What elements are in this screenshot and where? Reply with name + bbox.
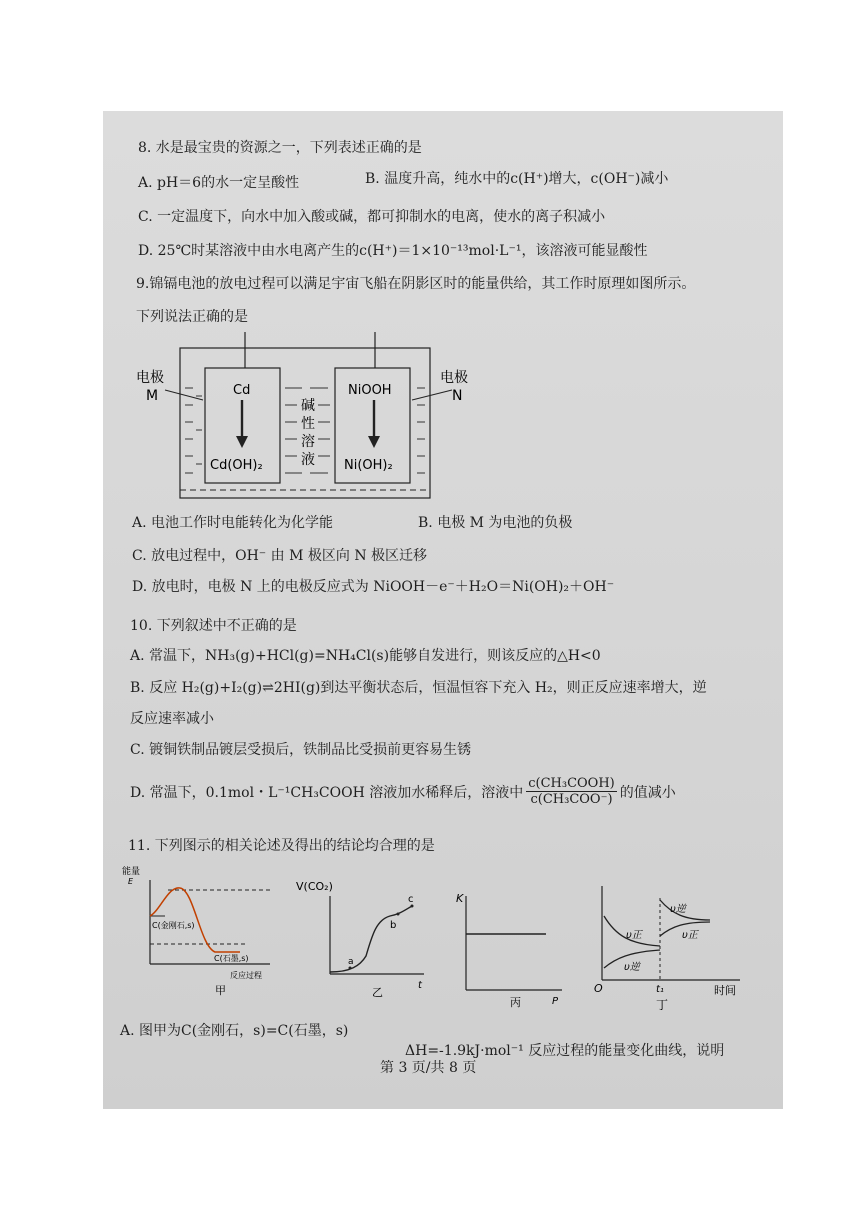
q8-option-a: A. pH＝6的水一定呈酸性: [138, 175, 300, 191]
page-footer: 第 3 页/共 8 页: [380, 1060, 477, 1076]
fig4-xlabel: 时间: [714, 984, 736, 997]
electrode-n-label: 电极: [440, 370, 468, 386]
fig2-point-c: c: [408, 894, 414, 905]
q8-stem: 8. 水是最宝贵的资源之一，下列表述正确的是: [138, 140, 422, 156]
electrolyte-char-4: 液: [301, 452, 315, 468]
battery-diagram: [130, 330, 490, 508]
q9-option-b: B. 电极 M 为电池的负极: [418, 515, 573, 531]
fig2-point-b: b: [390, 920, 397, 931]
fig1-lower-label: C(石墨,s): [214, 954, 249, 963]
fig2-point-a: a: [348, 957, 354, 967]
q10-option-b-cont: 反应速率减小: [130, 711, 214, 727]
q10-stem: 10. 下列叙述中不正确的是: [130, 618, 297, 634]
fig1-caption: 甲: [215, 984, 226, 996]
q10-option-d: [130, 776, 676, 807]
q10-d-tail: 的值减小: [619, 784, 676, 801]
q8-option-c: C. 一定温度下，向水中加入酸或碱，都可抑制水的电离，使水的离子积减小: [138, 209, 606, 225]
fig3-xlabel: P: [552, 996, 559, 1007]
fig4-v-forward-right: υ正: [682, 930, 698, 941]
q9-option-c: C. 放电过程中，OH⁻ 由 M 极区向 N 极区迁移: [132, 548, 428, 564]
fig4-v-reverse-left: υ逆: [624, 962, 640, 973]
figure-jia-energy: [120, 866, 280, 996]
q10-option-a: A. 常温下，NH₃(g)+HCl(g)=NH₄Cl(s)能够自发进行，则该反应的△H<0: [130, 648, 601, 664]
q11-stem: 11. 下列图示的相关论述及得出的结论均合理的是: [128, 838, 435, 854]
cd-oh2-label: Cd(OH)₂: [210, 458, 263, 473]
fig2-ylabel: V(CO₂): [296, 880, 333, 893]
q9-stem-cont: 下列说法正确的是: [136, 309, 248, 325]
q8-option-d: D. 25℃时某溶液中由水电离产生的c(H⁺)＝1×10⁻¹³mol·L⁻¹，该溶液可能显酸性: [138, 243, 648, 259]
q8-option-b: B. 温度升高，纯水中的c(H⁺)增大，c(OH⁻)减小: [365, 171, 669, 187]
fig1-upper-label: C(金刚石,s): [152, 921, 195, 930]
cd-label: Cd: [233, 383, 251, 398]
ratio-denominator: c(CH₃COO⁻): [530, 792, 613, 807]
concentration-ratio: [526, 776, 617, 807]
fig1-yvar: E: [128, 877, 134, 886]
q11-option-a-cont: ΔH=-1.9kJ·mol⁻¹ 反应过程的能量变化曲线，说明: [405, 1043, 725, 1059]
electrode-n-letter: N: [452, 388, 463, 404]
electrode-m-letter: M: [146, 388, 159, 404]
fig4-caption: 丁: [656, 998, 669, 1012]
fig2-caption: 乙: [372, 986, 383, 999]
electrolyte-char-2: 性: [301, 416, 315, 432]
q10-d-text: D. 常温下，0.1mol・L⁻¹CH₃COOH 溶液加水稀释后，溶液中: [130, 784, 524, 801]
q10-option-b: B. 反应 H₂(g)+I₂(g)⇌2HI(g)到达平衡状态后，恒温恒容下充入 H₂，则正反应速率增大，逆: [130, 680, 707, 696]
fig4-v-reverse-right: υ逆: [670, 904, 686, 915]
q10-option-c: C. 镀铜铁制品镀层受损后，铁制品比受损前更容易生锈: [130, 742, 472, 758]
ratio-numerator: c(CH₃COOH): [528, 776, 615, 791]
fig3-ylabel: K: [456, 892, 464, 905]
q9-option-d: D. 放电时，电极 N 上的电极反应式为 NiOOH－e⁻＋H₂O＝Ni(OH)₂＋OH⁻: [132, 579, 615, 595]
fig1-ylabel: 能量: [122, 867, 141, 877]
q11-option-a: A. 图甲为C(金刚石，s)=C(石墨，s): [120, 1023, 349, 1039]
fig4-t1: t₁: [656, 984, 664, 995]
fig3-caption: 丙: [510, 996, 521, 1009]
figure-yi-co2: [290, 876, 430, 1000]
niooh-label: NiOOH: [348, 383, 392, 398]
fig1-xlabel: 反应过程: [230, 971, 262, 980]
q9-stem: 9.锦镉电池的放电过程可以满足宇宙飞船在阴影区时的能量供给，其工作时原理如图所示。: [136, 276, 696, 292]
electrolyte-char-3: 溶: [301, 434, 315, 450]
figure-bing-k-p: [452, 886, 572, 1010]
electrode-m-label: 电极: [136, 370, 164, 386]
fig4-v-forward-left: υ正: [626, 930, 642, 941]
fig4-origin: O: [594, 982, 603, 995]
electrolyte-char-1: 碱: [301, 398, 315, 414]
ni-oh2-label: Ni(OH)₂: [344, 458, 393, 473]
figure-ding-rate: [590, 876, 750, 1016]
fig2-xlabel: t: [418, 980, 422, 991]
q9-option-a: A. 电池工作时电能转化为化学能: [132, 515, 334, 531]
